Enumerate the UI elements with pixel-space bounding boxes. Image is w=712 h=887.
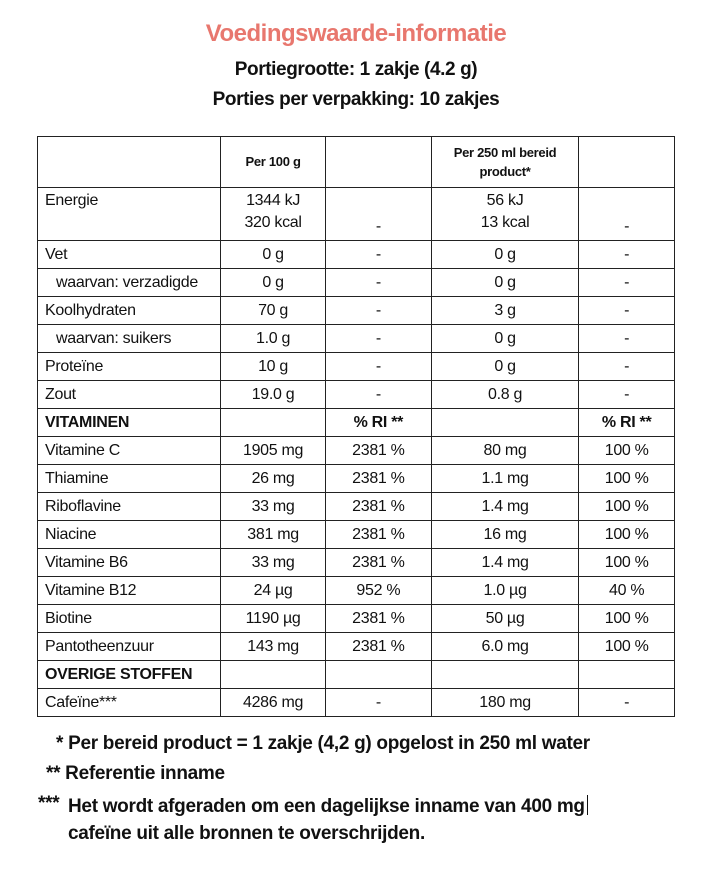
cell-ri100: 2381 %	[325, 493, 431, 521]
cell-per100: 0 g	[221, 241, 326, 269]
energy-ri250: -	[579, 188, 675, 241]
cell-per250: 0.8 g	[431, 381, 579, 409]
cell-empty	[325, 661, 431, 689]
table-row	[38, 297, 675, 325]
cell-per100: 381 mg	[221, 521, 326, 549]
cell-per100: 19.0 g	[221, 381, 326, 409]
table-row	[38, 269, 675, 297]
footnote-caffeine	[38, 793, 712, 847]
cell-empty	[431, 661, 579, 689]
row-label: Vet	[38, 241, 221, 269]
cell-ri100: 2381 %	[325, 521, 431, 549]
energy-per100-kj: 1344 kJ	[246, 192, 301, 209]
cell-per250: 6.0 mg	[431, 633, 579, 661]
servings-per-pack: Porties per verpakking: 10 zakjes	[212, 89, 500, 110]
section-label: VITAMINEN	[38, 409, 221, 437]
header-per250	[431, 137, 579, 188]
row-label: Thiamine	[38, 465, 221, 493]
row-label: Riboflavine	[38, 493, 221, 521]
row-label: Cafeïne***	[38, 689, 221, 717]
cell-per250: 80 mg	[431, 437, 579, 465]
cell-empty	[431, 409, 579, 437]
energy-per100-kcal: 320 kcal	[244, 214, 302, 231]
footnote-prepared: * Per bereid product = 1 zakje (4,2 g) opgelost in 250 ml water	[56, 733, 590, 754]
footnote-caffeine-line2: cafeïne uit alle bronnen te overschrijden.	[68, 823, 425, 844]
cell-ri250-header: % RI **	[579, 409, 675, 437]
text-cursor	[587, 795, 588, 815]
cell-ri250: 100 %	[579, 605, 675, 633]
table-header-row	[38, 137, 675, 188]
cell-per250: 0 g	[431, 325, 579, 353]
energy-per250	[431, 188, 579, 241]
nutrition-table	[37, 136, 675, 717]
cell-ri100: -	[325, 353, 431, 381]
cell-ri250: -	[579, 381, 675, 409]
cell-per100: 0 g	[221, 269, 326, 297]
row-label: waarvan: verzadigde	[38, 269, 221, 297]
cell-per100: 1190 µg	[221, 605, 326, 633]
section-header-vitamins	[38, 409, 675, 437]
row-label: Pantotheenzuur	[38, 633, 221, 661]
header-cell-empty	[38, 137, 221, 188]
cell-empty	[221, 409, 326, 437]
cell-ri250: 100 %	[579, 549, 675, 577]
row-label: Vitamine B6	[38, 549, 221, 577]
cell-ri100: 2381 %	[325, 605, 431, 633]
row-label: Vitamine B12	[38, 577, 221, 605]
table-row	[38, 241, 675, 269]
cell-ri250: 40 %	[579, 577, 675, 605]
cell-per100: 26 mg	[221, 465, 326, 493]
table-row	[38, 633, 675, 661]
cell-ri250: 100 %	[579, 493, 675, 521]
cell-per250: 180 mg	[431, 689, 579, 717]
cell-ri100: -	[325, 689, 431, 717]
table-row	[38, 353, 675, 381]
cell-ri250: 100 %	[579, 633, 675, 661]
table-row	[38, 605, 675, 633]
cell-ri100: -	[325, 241, 431, 269]
cell-per250: 1.4 mg	[431, 549, 579, 577]
cell-ri100: 2381 %	[325, 633, 431, 661]
table-row	[38, 325, 675, 353]
cell-per100: 1905 mg	[221, 437, 326, 465]
cell-per250: 0 g	[431, 269, 579, 297]
cell-per100: 4286 mg	[221, 689, 326, 717]
cell-ri250: 100 %	[579, 465, 675, 493]
row-label: Zout	[38, 381, 221, 409]
row-label: Biotine	[38, 605, 221, 633]
header-cell-empty	[325, 137, 431, 188]
section-label: OVERIGE STOFFEN	[38, 661, 221, 689]
footnote-marker: ***	[38, 793, 60, 814]
row-label: Energie	[38, 188, 221, 241]
cell-ri100-header: % RI **	[325, 409, 431, 437]
cell-ri100: -	[325, 325, 431, 353]
footnote-reference-intake: ** Referentie inname	[46, 763, 225, 784]
cell-ri100: -	[325, 269, 431, 297]
energy-per100	[221, 188, 326, 241]
row-label: Koolhydraten	[38, 297, 221, 325]
header-per100: Per 100 g	[221, 137, 326, 188]
cell-per250: 0 g	[431, 241, 579, 269]
cell-per250: 1.4 mg	[431, 493, 579, 521]
cell-per100: 143 mg	[221, 633, 326, 661]
cell-ri100: 952 %	[325, 577, 431, 605]
row-label: waarvan: suikers	[38, 325, 221, 353]
serving-size: Portiegrootte: 1 zakje (4.2 g)	[234, 59, 478, 80]
energy-per250-kj: 56 kJ	[486, 192, 524, 209]
table-row	[38, 689, 675, 717]
cell-ri250: 100 %	[579, 437, 675, 465]
row-label: Vitamine C	[38, 437, 221, 465]
cell-ri250: -	[579, 353, 675, 381]
cell-ri250: -	[579, 689, 675, 717]
table-row	[38, 465, 675, 493]
table-row-energy	[38, 188, 675, 241]
cell-ri250: -	[579, 241, 675, 269]
cell-per100: 24 µg	[221, 577, 326, 605]
header-per250-label: Per 250 ml bereid product*	[453, 145, 557, 179]
cell-ri100: -	[325, 381, 431, 409]
cell-per250: 1.0 µg	[431, 577, 579, 605]
cell-per250: 3 g	[431, 297, 579, 325]
cell-per100: 33 mg	[221, 493, 326, 521]
footnote-caffeine-line1: Het wordt afgeraden om een dagelijkse inname van 400 mg	[68, 796, 585, 817]
cell-ri100: 2381 %	[325, 549, 431, 577]
footnote-caffeine-text	[68, 793, 588, 847]
cell-per100: 10 g	[221, 353, 326, 381]
cell-per100: 33 mg	[221, 549, 326, 577]
header-cell-empty	[579, 137, 675, 188]
cell-ri250: -	[579, 297, 675, 325]
cell-per100: 1.0 g	[221, 325, 326, 353]
cell-ri250: -	[579, 269, 675, 297]
cell-empty	[579, 661, 675, 689]
cell-ri250: -	[579, 325, 675, 353]
page-title: Voedingswaarde-informatie	[205, 20, 507, 47]
row-label: Proteïne	[38, 353, 221, 381]
cell-ri100: 2381 %	[325, 437, 431, 465]
energy-ri100: -	[325, 188, 431, 241]
cell-ri100: -	[325, 297, 431, 325]
cell-ri100: 2381 %	[325, 465, 431, 493]
table-row	[38, 381, 675, 409]
table-row	[38, 493, 675, 521]
section-header-other	[38, 661, 675, 689]
cell-per250: 0 g	[431, 353, 579, 381]
cell-per250: 50 µg	[431, 605, 579, 633]
cell-per100: 70 g	[221, 297, 326, 325]
table-row	[38, 577, 675, 605]
cell-ri250: 100 %	[579, 521, 675, 549]
cell-per250: 1.1 mg	[431, 465, 579, 493]
cell-empty	[221, 661, 326, 689]
energy-per250-kcal: 13 kcal	[480, 214, 530, 231]
table-row	[38, 521, 675, 549]
table-row	[38, 437, 675, 465]
table-row	[38, 549, 675, 577]
row-label: Niacine	[38, 521, 221, 549]
cell-per250: 16 mg	[431, 521, 579, 549]
